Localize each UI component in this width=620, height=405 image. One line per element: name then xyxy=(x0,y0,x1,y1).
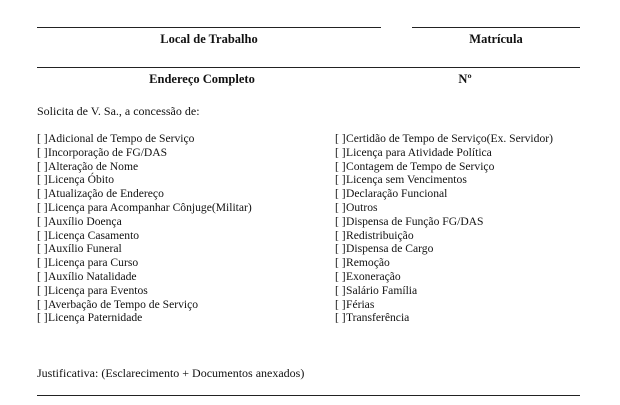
checkbox[interactable]: [ ] xyxy=(335,297,346,311)
checkbox[interactable]: [ ] xyxy=(335,256,346,270)
option-label: Dispensa de Cargo xyxy=(346,242,434,256)
right-option-3[interactable] xyxy=(335,173,553,187)
checkbox[interactable]: [ ] xyxy=(37,256,48,270)
option-label: Redistribuição xyxy=(346,228,414,242)
checkbox[interactable]: [ ] xyxy=(335,242,346,256)
option-label: Dispensa de Função FG/DAS xyxy=(346,214,484,228)
checkbox[interactable]: [ ] xyxy=(37,173,48,187)
right-option-1[interactable] xyxy=(335,146,553,160)
justificativa-label: Justificativa: (Esclarecimento + Documentos anexados) xyxy=(37,366,305,380)
option-label: Licença Óbito xyxy=(48,173,114,187)
left-option-9[interactable] xyxy=(37,256,252,270)
right-option-5[interactable] xyxy=(335,201,553,215)
option-label: Averbação de Tempo de Serviço xyxy=(48,297,199,311)
option-label: Certidão de Tempo de Serviço(Ex. Servidor) xyxy=(346,132,553,145)
option-label: Declaração Funcional xyxy=(346,187,448,201)
option-label: Atualização de Endereço xyxy=(48,187,164,201)
left-option-8[interactable] xyxy=(37,242,252,256)
left-option-10[interactable] xyxy=(37,270,252,284)
checkbox[interactable]: [ ] xyxy=(37,242,48,256)
option-label: Transferência xyxy=(346,311,410,325)
checkbox[interactable]: [ ] xyxy=(335,132,346,145)
checkbox[interactable]: [ ] xyxy=(37,297,48,311)
checkbox[interactable]: [ ] xyxy=(37,214,48,228)
left-option-12[interactable] xyxy=(37,298,252,312)
right-option-12[interactable] xyxy=(335,298,553,312)
option-label: Férias xyxy=(346,297,375,311)
right-option-6[interactable] xyxy=(335,215,553,229)
endereco-line xyxy=(37,67,580,68)
matricula-label: Matrícula xyxy=(469,32,523,46)
checkbox[interactable]: [ ] xyxy=(335,145,346,159)
left-option-5[interactable] xyxy=(37,201,252,215)
right-option-10[interactable] xyxy=(335,270,553,284)
checkbox[interactable]: [ ] xyxy=(335,283,346,297)
checkbox[interactable]: [ ] xyxy=(37,228,48,242)
option-label: Auxílio Funeral xyxy=(48,242,122,256)
checkbox[interactable]: [ ] xyxy=(335,187,346,201)
option-label: Exoneração xyxy=(346,269,401,283)
checkbox[interactable]: [ ] xyxy=(335,214,346,228)
left-option-4[interactable] xyxy=(37,187,252,201)
checkbox[interactable]: [ ] xyxy=(37,283,48,297)
right-option-9[interactable] xyxy=(335,256,553,270)
right-option-8[interactable] xyxy=(335,242,553,256)
left-option-1[interactable] xyxy=(37,146,252,160)
left-option-3[interactable] xyxy=(37,173,252,187)
left-option-2[interactable] xyxy=(37,160,252,174)
right-option-4[interactable] xyxy=(335,187,553,201)
option-label: Licença Paternidade xyxy=(48,311,143,325)
option-label: Remoção xyxy=(346,256,390,270)
option-label: Alteração de Nome xyxy=(48,159,139,173)
option-label: Auxílio Doença xyxy=(48,214,122,228)
right-options-list xyxy=(335,132,553,325)
right-option-13[interactable] xyxy=(335,311,553,325)
right-option-0[interactable] xyxy=(335,132,553,146)
option-label: Licença Casamento xyxy=(48,228,140,242)
numero-label: Nº xyxy=(458,72,472,86)
checkbox[interactable]: [ ] xyxy=(37,159,48,173)
option-label: Adicional de Tempo de Serviço xyxy=(48,132,195,145)
option-label: Incorporação de FG/DAS xyxy=(48,145,168,159)
checkbox[interactable]: [ ] xyxy=(37,200,48,214)
right-option-11[interactable] xyxy=(335,284,553,298)
intro-text: Solicita de V. Sa., a concessão de: xyxy=(37,104,200,118)
option-label: Salário Família xyxy=(346,283,418,297)
checkbox[interactable]: [ ] xyxy=(37,145,48,159)
checkbox[interactable]: [ ] xyxy=(335,228,346,242)
left-option-7[interactable] xyxy=(37,229,252,243)
local-trabalho-line xyxy=(37,27,381,28)
left-options-list xyxy=(37,132,252,325)
left-option-13[interactable] xyxy=(37,311,252,325)
left-option-11[interactable] xyxy=(37,284,252,298)
checkbox[interactable]: [ ] xyxy=(335,173,346,187)
left-option-6[interactable] xyxy=(37,215,252,229)
option-label: Licença para Atividade Política xyxy=(346,145,492,159)
left-option-0[interactable] xyxy=(37,132,252,146)
option-label: Licença para Eventos xyxy=(48,283,148,297)
right-option-7[interactable] xyxy=(335,229,553,243)
endereco-label: Endereço Completo xyxy=(149,72,255,86)
option-label: Contagem de Tempo de Serviço xyxy=(346,159,495,173)
checkbox[interactable]: [ ] xyxy=(335,311,346,325)
checkbox[interactable]: [ ] xyxy=(37,269,48,283)
matricula-line xyxy=(412,27,580,28)
option-label: Licença sem Vencimentos xyxy=(346,173,467,187)
option-label: Auxílio Natalidade xyxy=(48,269,137,283)
checkbox[interactable]: [ ] xyxy=(335,269,346,283)
checkbox[interactable]: [ ] xyxy=(335,200,346,214)
checkbox[interactable]: [ ] xyxy=(37,187,48,201)
justificativa-line xyxy=(37,395,580,396)
checkbox[interactable]: [ ] xyxy=(37,311,48,325)
local-trabalho-label: Local de Trabalho xyxy=(160,32,258,46)
option-label: Licença para Curso xyxy=(48,256,139,270)
checkbox[interactable]: [ ] xyxy=(37,132,48,145)
right-option-2[interactable] xyxy=(335,160,553,174)
option-label: Outros xyxy=(346,200,378,214)
option-label: Licença para Acompanhar Cônjuge(Militar) xyxy=(48,200,252,214)
checkbox[interactable]: [ ] xyxy=(335,159,346,173)
